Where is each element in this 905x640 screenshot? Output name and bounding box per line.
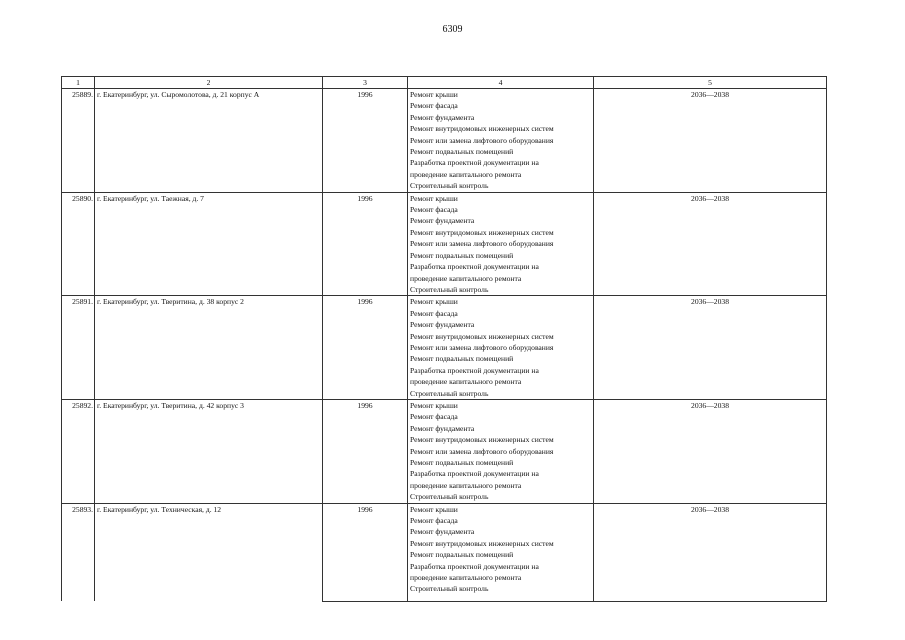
work-item: проведение капитального ремонта (410, 273, 522, 283)
period-cell: 2036—2038 (594, 399, 827, 503)
work-item: Ремонт внутридомовых инженерных систем (410, 435, 554, 445)
work-item: проведение капитального ремонта (410, 377, 522, 387)
period-cell: 2036—2038 (594, 503, 827, 601)
work-item: Ремонт или замена лифтового оборудования (410, 135, 554, 145)
work-item: Ремонт внутридомовых инженерных систем (410, 227, 554, 237)
work-item: Ремонт фундамента (410, 216, 475, 226)
address-cell: г. Екатеринбург, ул. Сыромолотова, д. 21 корпус А (95, 89, 323, 193)
work-item: проведение капитального ремонта (410, 480, 522, 490)
work-item: Ремонт или замена лифтового оборудования (410, 239, 554, 249)
work-item: Ремонт подвальных помещений (410, 550, 514, 560)
work-item: Ремонт крыши (410, 504, 458, 514)
work-item: Строительный контроль (410, 388, 489, 398)
year-cell: 1996 (323, 192, 408, 296)
work-item: Ремонт или замена лифтового оборудования (410, 342, 554, 352)
works-cell (408, 89, 594, 193)
period-cell: 2036—2038 (594, 89, 827, 193)
work-item: Разработка проектной документации на (410, 561, 539, 571)
work-item: Ремонт внутридомовых инженерных систем (410, 124, 554, 134)
work-item: Ремонт фундамента (410, 423, 475, 433)
address-cell: г. Екатеринбург, ул. Тверитина, д. 42 корпус 3 (95, 399, 323, 503)
work-item: Строительный контроль (410, 284, 489, 294)
work-item: Строительный контроль (410, 492, 489, 502)
work-item: Ремонт фасада (410, 308, 458, 318)
work-item: Ремонт фасада (410, 516, 458, 526)
year-cell: 1996 (323, 399, 408, 503)
work-item: Ремонт фасада (410, 101, 458, 111)
year-cell: 1996 (323, 89, 408, 193)
work-item: проведение капитального ремонта (410, 573, 522, 583)
table-row (62, 503, 827, 601)
row-number-cell: 25889. (62, 89, 95, 193)
work-item: Ремонт крыши (410, 400, 458, 410)
work-item: Ремонт подвальных помещений (410, 250, 514, 260)
repair-schedule-table (61, 76, 827, 602)
work-item: Строительный контроль (410, 181, 489, 191)
table-row (62, 192, 827, 296)
work-item: Разработка проектной документации на (410, 262, 539, 272)
work-item: Ремонт подвальных помещений (410, 354, 514, 364)
work-item: Ремонт внутридомовых инженерных систем (410, 538, 554, 548)
column-number-row (62, 77, 827, 89)
address-cell: г. Екатеринбург, ул. Тверитина, д. 38 корпус 2 (95, 296, 323, 400)
row-number-cell: 25891. (62, 296, 95, 400)
work-item: Ремонт или замена лифтового оборудования (410, 446, 554, 456)
work-item: Ремонт фундамента (410, 320, 475, 330)
address-cell: г. Екатеринбург, ул. Техническая, д. 12 (95, 503, 323, 601)
work-item: Ремонт фасада (410, 205, 458, 215)
work-item: Ремонт внутридомовых инженерных систем (410, 331, 554, 341)
work-item: Ремонт крыши (410, 297, 458, 307)
table-row (62, 89, 827, 193)
column-number: 3 (323, 77, 408, 89)
works-cell (408, 399, 594, 503)
column-number: 2 (95, 77, 323, 89)
work-item: Разработка проектной документации на (410, 365, 539, 375)
work-item: Ремонт подвальных помещений (410, 147, 514, 157)
work-item: Разработка проектной документации на (410, 469, 539, 479)
page-number: 6309 (442, 24, 463, 35)
work-item: Строительный контроль (410, 584, 489, 594)
column-number: 4 (408, 77, 594, 89)
period-cell: 2036—2038 (594, 296, 827, 400)
period-cell: 2036—2038 (594, 192, 827, 296)
row-number-cell: 25892. (62, 399, 95, 503)
year-cell: 1996 (323, 296, 408, 400)
works-cell (408, 503, 594, 601)
table-row (62, 399, 827, 503)
work-item: Ремонт фундамента (410, 112, 475, 122)
row-number-cell: 25890. (62, 192, 95, 296)
work-item: Ремонт фасада (410, 412, 458, 422)
works-cell (408, 296, 594, 400)
row-number-cell: 25893. (62, 503, 95, 601)
works-cell (408, 192, 594, 296)
column-number: 5 (594, 77, 827, 89)
column-number: 1 (62, 77, 95, 89)
work-item: Ремонт фундамента (410, 527, 475, 537)
work-item: Ремонт крыши (410, 90, 458, 99)
address-cell: г. Екатеринбург, ул. Таежная, д. 7 (95, 192, 323, 296)
table-row (62, 296, 827, 400)
work-item: Ремонт подвальных помещений (410, 458, 514, 467)
work-item: Ремонт крыши (410, 193, 458, 203)
year-cell: 1996 (323, 503, 408, 601)
work-item: Разработка проектной документации на (410, 158, 539, 168)
work-item: проведение капитального ремонта (410, 169, 522, 179)
